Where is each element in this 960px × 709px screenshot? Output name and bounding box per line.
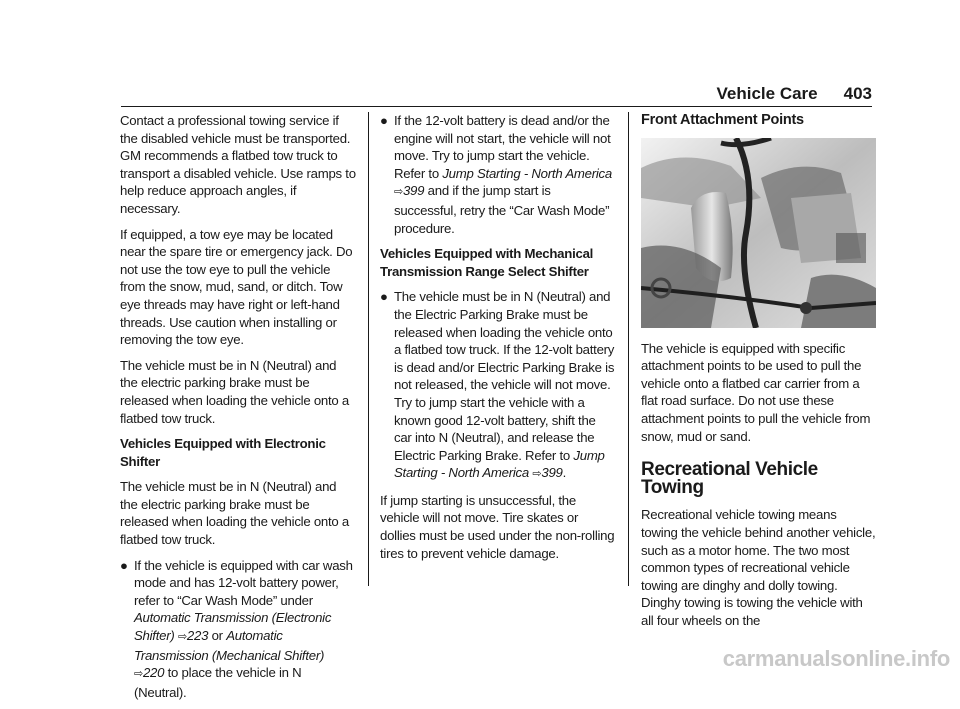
bullet-item: ● The vehicle must be in N (Neutral) and the Electric Parking Brake must be released when loading the vehicle onto a flatbed tow truck. If the 12-volt battery is dead and/or Electric Parking Brake is not released, the vehicle will not move. Try to jump start the vehicle with a known good 12-volt battery, shift the car into N (Neutral), and release the Electric Parking Brake. Refer to Jump Starting - North America ⇨399.	[380, 289, 615, 481]
column-1	[120, 112, 356, 709]
bullet-item: ● If the vehicle is equipped with car wash mode and has 12-volt battery power, refer to “Car Wash Mode” under Automatic Transmission (Electronic Shifter) ⇨223 or Automatic Transmission (Mechanical Shifter) ⇨220 to place the vehicle in N (Neutral).	[120, 557, 353, 700]
page-arrow-icon: ⇨	[532, 468, 542, 481]
page-number: 403	[843, 84, 872, 103]
watermark: carmanualsonline.info	[722, 646, 950, 671]
page-ref[interactable]: 399	[541, 465, 563, 481]
cross-reference-link[interactable]: Automatic Transmission (Electronic Shifter)	[134, 610, 332, 644]
bullet-icon: ●	[120, 557, 128, 573]
section-title-large: Recreational Vehicle Towing	[641, 459, 818, 498]
section-title: Vehicle Care	[716, 84, 818, 103]
column-divider-1	[368, 112, 369, 586]
page-ref[interactable]: 399	[402, 183, 425, 199]
cross-reference-link[interactable]: Jump Starting - North America	[442, 165, 612, 181]
paragraph: If jump starting is unsuccessful, the vehicle will not move. Tire skates or dollies must be used under the non-rolling tires to prevent vehicle damage.	[380, 492, 615, 561]
page-ref[interactable]: 223	[186, 628, 209, 644]
paragraph: If equipped, a tow eye may be located near the spare tire or emergency jack. Do not use the tow eye to pull the vehicle from the snow, mud, sand, or ditch. Tow eye threads may have right or left-hand threads. Use caution when installing or removing the tow eye.	[120, 226, 353, 348]
subheading: Vehicles Equipped with Mechanical Transmission Range Select Shifter	[380, 246, 594, 279]
paragraph: The vehicle is equipped with specific attachment points to be used to pull the vehicle onto a flatbed car carrier from a flat road surface. Do not use these attachment points to pull the vehicle from snow, mud or sand.	[641, 340, 871, 444]
bullet-item: ● If the 12-volt battery is dead and/or the engine will not start, the vehicle will not move. Try to jump start the vehicle. Refer to Jump Starting - North America ⇨399 and if the jump start is successful, retry the “Car Wash Mode” procedure.	[380, 113, 612, 236]
attachment-points-photo	[641, 138, 876, 328]
paragraph: Contact a professional towing service if the disabled vehicle must be transported. GM recommends a flatbed tow truck to transport a disabled vehicle. Use ramps to help reduce approach angles, if necessary.	[120, 113, 356, 216]
column-2	[380, 112, 616, 570]
paragraph: The vehicle must be in N (Neutral) and the electric parking brake must be released when loading the vehicle onto a flatbed tow truck.	[120, 479, 350, 548]
page-ref[interactable]: 220	[142, 665, 165, 681]
column-3	[641, 112, 876, 638]
running-header	[717, 82, 873, 104]
subheading: Vehicles Equipped with Electronic Shifter	[120, 436, 326, 469]
page-arrow-icon: ⇨	[177, 631, 187, 644]
column-divider-2	[628, 112, 629, 586]
bullet-icon: ●	[380, 113, 388, 128]
cross-reference-link[interactable]: Jump Starting - North America	[394, 447, 605, 481]
cross-reference-link[interactable]: Automatic Transmission (Mechanical Shifter)	[134, 628, 325, 663]
header-rule	[121, 106, 872, 107]
bullet-icon: ●	[380, 289, 388, 305]
page-arrow-icon: ⇨	[394, 186, 403, 199]
page-arrow-icon: ⇨	[134, 668, 143, 681]
section-heading: Front Attachment Points	[641, 112, 804, 128]
paragraph: Recreational vehicle towing means towing the vehicle behind another vehicle, such as a motor home. The two most common types of recreational vehicle towing are dinghy and dolly towing. Dinghy towing is towing the vehicle with all four wheels on the	[641, 507, 876, 628]
paragraph: The vehicle must be in N (Neutral) and the electric parking brake must be released when loading the vehicle onto a flatbed tow truck.	[120, 357, 350, 426]
